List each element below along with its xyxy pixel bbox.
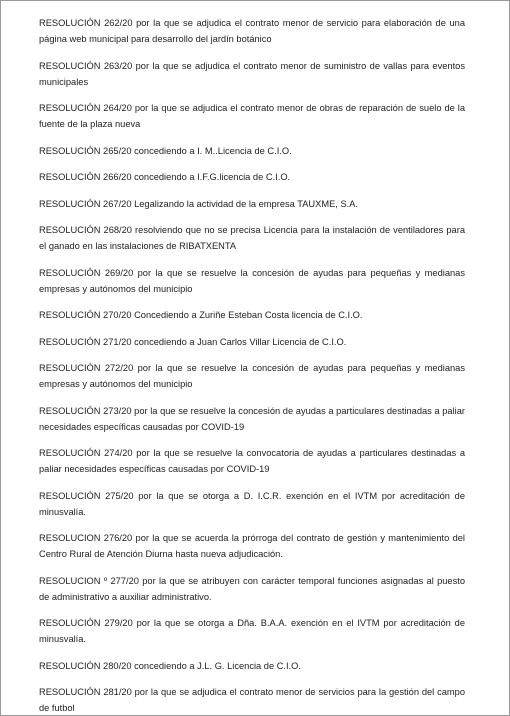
resolution-276: RESOLUCION 276/20 por la que se acuerda la prórroga del contrato de gestión y mantenimiento del Centro Rural de Atención Diurna hasta nueva adjudicación. xyxy=(39,533,465,559)
resolution-272: RESOLUCIÓN 272/20 por la que se resuelve la concesión de ayudas para pequeñas y medianas empresas y autónomos del municipio xyxy=(39,363,465,389)
resolution-274: RESOLUCIÓN 274/20 por la que se resuelve la convocatoria de ayudas a particulares destinadas a paliar necesidades específicas causadas por COVID-19 xyxy=(39,448,465,474)
resolution-264: RESOLUCIÓN 264/20 por la que se adjudica el contrato menor de obras de reparación de suelo de la fuente de la plaza nueva xyxy=(39,103,465,129)
resolution-266: RESOLUCIÓN 266/20 concediendo a I.F.G.licencia de C.I.O. xyxy=(39,172,291,182)
resolution-279: RESOLUCIÓN 279/20 por la que se otorga a Dña. B.A.A. exención en el IVTM por acreditación de minusvalía. xyxy=(39,618,465,644)
resolution-280: RESOLUCIÓN 280/20 concediendo a J.L. G. Licencia de C.I.O. xyxy=(39,660,301,671)
resolution-263: RESOLUCIÓN 263/20 por la que se adjudica el contrato menor de suministro de vallas para eventos municipales xyxy=(39,60,465,87)
resolution-list xyxy=(39,15,465,716)
resolution-268: RESOLUCIÓN 268/20 resolviendo que no se precisa Licencia para la instalación de ventiladores para el ganado en las instalaciones de RIBATXENTA xyxy=(39,225,465,251)
resolution-277: RESOLUCION º 277/20 por la que se atribuyen con carácter temporal funciones asignadas al puesto de administrativo a auxiliar administrativo. xyxy=(39,575,465,602)
resolution-265: RESOLUCIÓN 265/20 concediendo a I. M..Licencia de C.I.O. xyxy=(39,145,292,156)
resolution-267: RESOLUCIÓN 267/20 Legalizando la actividad de la empresa TAUXME, S.A. xyxy=(39,198,359,209)
resolution-269: RESOLUCIÓN 269/20 por la que se resuelve la concesión de ayudas para pequeñas y medianas empresas y autónomos del municipio xyxy=(39,267,465,294)
resolution-281: RESOLUCIÓN 281/20 por la que se adjudica el contrato menor de servicios para la gestión del campo de futbol xyxy=(39,687,465,713)
resolution-273: RESOLUCIÓN 273/20 por la que se resuelve la concesión de ayudas a particulares destinadas a paliar necesidades específicas causadas por COVID-19 xyxy=(39,405,465,432)
resolution-270: RESOLUCIÓN 270/20 Concediendo a Zuriñe Esteban Costa licencia de C.I.O. xyxy=(39,310,363,320)
resolution-275: RESOLUCIÓN 275/20 por la que se otorga a D. I.C.R. exención en el IVTM por acreditación de minusvalía. xyxy=(39,490,465,517)
resolution-262: RESOLUCIÓN 262/20 por la que se adjudica el contrato menor de servicio para elaboración de una página web municipal para desarrollo del jardín botánico xyxy=(39,18,465,44)
resolution-271: RESOLUCIÓN 271/20 concediendo a Juan Carlos Villar Licencia de C.I.O. xyxy=(39,336,347,347)
